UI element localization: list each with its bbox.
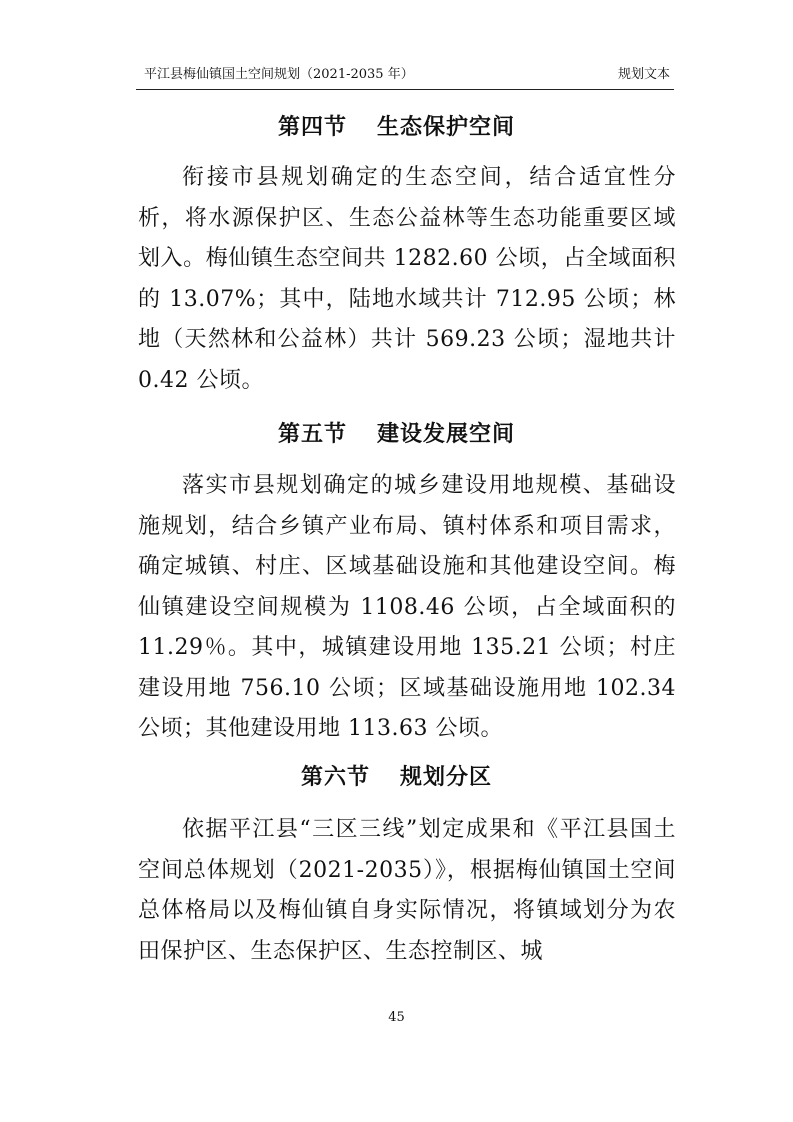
page-header: [136, 57, 674, 90]
section-heading-6: [0, 763, 793, 793]
section-paragraph: 衔接市县规划确定的生态空间，结合适宜性分析，将水源保护区、生态公益林等生态功能重要区域划入。梅仙镇生态空间共 1282.60 公顷，占全域面积的 13.07%；其中，陆地水域共计 712.95 公顷；林地（天然林和公益林）共计 569.23 公顷；湿地共计 0.42 公顷。: [138, 165, 676, 393]
section-paragraph: 依据平江县“三区三线”划定成果和《平江县国土空间总体规划（2021-2035）》，根据梅仙镇国土空间总体格局以及梅仙镇自身实际情况，将镇域划分为农田保护区、生态保护区、生态控制区、城: [138, 817, 676, 964]
page-number: 45: [388, 1010, 405, 1025]
section-number: 第六节: [300, 765, 370, 790]
section-number: 第四节: [277, 115, 347, 140]
section-title: 规划分区: [400, 765, 493, 790]
section-heading-5: [0, 420, 793, 450]
section-title: 生态保护空间: [377, 115, 516, 140]
section-paragraph: 落实市县规划确定的城乡建设用地规模、基础设施规划，结合乡镇产业布局、镇村体系和项目需求，确定城镇、村庄、区域基础设施和其他建设空间。梅仙镇建设空间规模为 1108.46 公顷，占全域面积的 11.29％。其中，城镇建设用地 135.21 公顷；村庄建设用地 756.10 公顷；区域基础设施用地 102.34 公顷；其他建设用地 113.63 公顷。: [138, 473, 676, 741]
document-type: 规划文本: [617, 67, 670, 82]
document-title: 平江县梅仙镇国土空间规划（2021-2035 年）: [144, 67, 414, 82]
section-number: 第五节: [277, 422, 347, 447]
section-heading-4: [0, 113, 793, 143]
section-title: 建设发展空间: [377, 422, 516, 447]
